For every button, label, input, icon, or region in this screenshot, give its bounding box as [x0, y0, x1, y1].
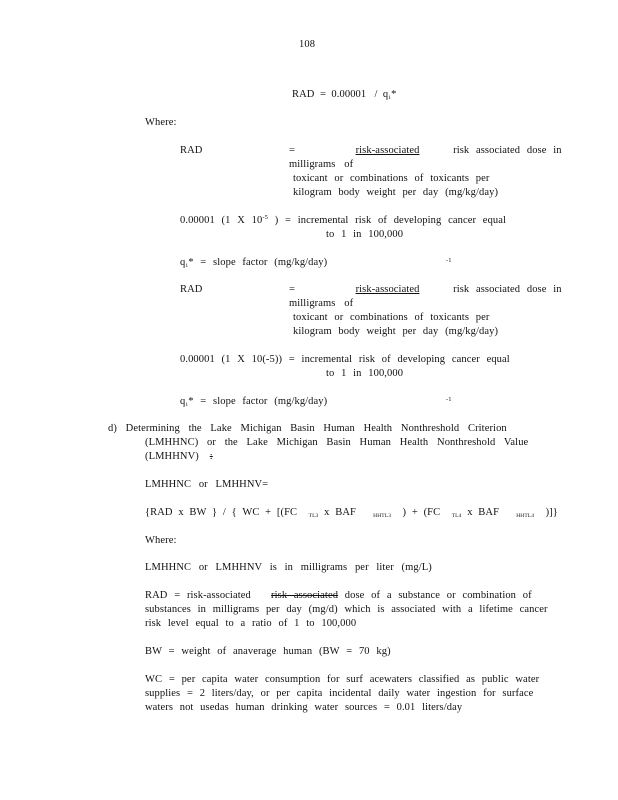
where-label: Where: [145, 117, 177, 128]
slope-factor-definition-2: q1* = slope factor (mg/kg/day) [180, 396, 328, 408]
formula-heading: LMHHNC or LMHHNV= [145, 479, 269, 490]
def-text-line1: = risk-associated risk associated dose in [289, 145, 562, 156]
slope-factor-definition-1: q1* = slope factor (mg/kg/day) [180, 257, 328, 269]
lmhhnc-formula: {RAD x BW } / { WC + [(FC TL3 x BAF HHTL3 ) + (FC TL4 x BAF HHTL4 )]} [145, 507, 558, 519]
rad-equation: RAD = 0.00001 / q1* [292, 89, 397, 101]
where-label-2: Where: [145, 535, 177, 546]
bw-definition: BW = weight of anaverage human (BW = 70 kg) [145, 646, 391, 657]
def-text-line4: kilogram body weight per day (mg/kg/day) [293, 187, 499, 198]
slope-factor-exponent-2: -1 [446, 396, 452, 403]
def-text-line2: milligrams of [289, 159, 354, 170]
page-number: 108 [299, 39, 316, 50]
def-text-line3: toxicant or combinations of toxicants per [293, 173, 490, 184]
def-term: RAD [180, 145, 203, 156]
slope-factor-exponent-1: -1 [446, 257, 452, 264]
lmhh-definition: LMHHNC or LMHHNV is in milligrams per liter (mg/L) [145, 562, 432, 573]
